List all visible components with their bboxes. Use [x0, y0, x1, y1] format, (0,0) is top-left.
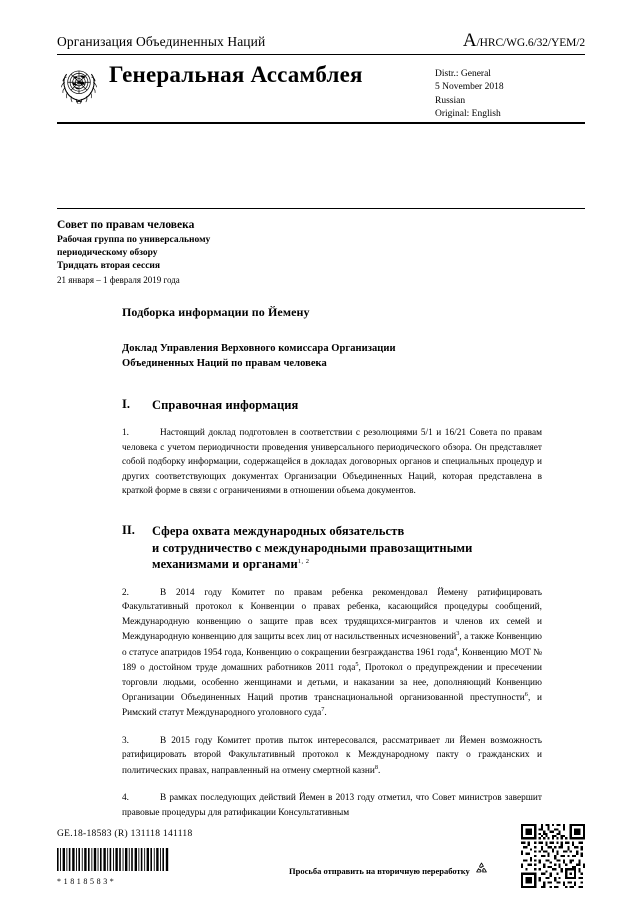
paragraph-3-number: 3. — [122, 735, 129, 746]
document-symbol-prefix: A — [462, 30, 477, 51]
distribution-original: Original: English — [435, 109, 501, 120]
organization-name: Организация Объединенных Наций — [57, 34, 266, 49]
job-number: GE.18-18583 (R) 131118 141118 — [57, 829, 193, 839]
paragraph-1 — [122, 426, 542, 498]
section-2-title-line2: и сотрудничество с международными правозащитными — [152, 540, 473, 555]
section-2-number: II. — [122, 523, 135, 538]
document-symbol — [463, 30, 585, 52]
paragraph-2-text-part4: , Протокол о предупреждении и пресечении торговли людьми, особенно женщинами и детьми, и наказании за нее, дополняющий Конвенцию Организации Объединенных Наций против транснациональной организованной преступности — [122, 663, 542, 704]
barcode — [57, 848, 169, 886]
distribution-type: Distr.: General — [435, 69, 491, 79]
session-dates: 21 января – 1 февраля 2019 года — [57, 275, 180, 286]
recycle-note-text: Просьба отправить на вторичную переработку — [289, 866, 470, 876]
qr-code — [521, 824, 585, 888]
section-2-title-line3: механизмами и органами — [152, 557, 298, 572]
paragraph-1-number: 1. — [122, 428, 129, 439]
section-2-title-line1: Сфера охвата международных обязательств — [152, 524, 405, 539]
general-assembly-title: Генеральная Ассамблея — [109, 62, 363, 87]
paragraph-2-text-part1: В 2014 году Комитет по правам ребенка рекомендовал Йемену ратифицировать Факультативный протокол к Конвенции о правах ребенка, касающийся процедуры сообщений, Международную конвенцию о защите прав всех трудящихся-мигрантов и членов их семей и Международную конвенцию для защиты всех лиц от насильственных исчезновений — [122, 587, 542, 643]
paragraph-2-text-part3: , Конвенцию МОТ № 189 о достойном труде домашних работников 2011 года — [122, 647, 542, 674]
paragraph-3-text-part1: В 2015 году Комитет против пыток интересовался, рассматривает ли Йемен возможность ратифицировать второй Факультативный протокол к Международному пакту о гражданских и политических правах, направленный на отмену смертной казни — [122, 735, 542, 776]
section-heading-1 — [122, 397, 542, 414]
masthead-bottom-row — [57, 55, 585, 122]
masthead-top-row — [57, 30, 585, 54]
paragraph-2-footnote-3: 3 — [456, 630, 460, 638]
paragraph-2-text-part2: , а также Конвенцию о статусе апатридов 1954 года, Конвенцию о сокращении безгражданства 1961 года — [122, 632, 542, 658]
paragraph-4 — [122, 791, 542, 820]
paragraph-3 — [122, 734, 542, 778]
paragraph-4-text: В рамках последующих действий Йемен в 2013 году отметил, что Совет министров завершит правовые процедуры для ратификации Консультативным — [122, 793, 542, 818]
recycle-icon — [474, 861, 489, 881]
paragraph-2-number: 2. — [122, 587, 129, 598]
section-2-footnote-markers: 1, 2 — [297, 558, 310, 566]
document-subtitle-line2: Объединенных Наций по правам человека — [122, 357, 327, 369]
paragraph-4-number: 4. — [122, 793, 129, 804]
session-number: Тридцать вторая сессия — [57, 261, 161, 272]
paragraph-2-footnote-7: 7 — [321, 706, 325, 714]
paragraph-1-text: Настоящий доклад подготовлен в соответствии с резолюциями 5/1 и 16/21 Совета по правам человека с учетом периодичности проведения универсального периодического обзора. Он представляет собой подборку информации, содержащейся в докладах договорных органов и специальных процедур и других соответствующих документах Организации Объединенных Наций, которая представлена в краткой форме в связи с ограничениями в отношении объема документов. — [122, 428, 542, 496]
un-emblem — [57, 64, 101, 104]
section-heading-2 — [122, 523, 542, 573]
section-1-number: I. — [122, 396, 130, 411]
barcode-text: *1818583* — [57, 877, 117, 886]
masthead — [57, 30, 585, 124]
paragraph-2-footnote-4: 4 — [454, 645, 458, 653]
paragraph-2 — [122, 586, 542, 721]
distribution-language: Russian — [435, 95, 466, 106]
paragraph-2-text-part5: , и Римский статут Международного уголовного суда — [122, 693, 542, 719]
document-body — [122, 305, 542, 820]
document-subtitle-line1: Доклад Управления Верховного комиссара Организации — [122, 343, 396, 354]
paragraph-3-footnote-8: 8 — [374, 763, 378, 771]
document-symbol-rest: /HRC/WG.6/32/YEM/2 — [476, 37, 585, 49]
recycle-note — [289, 861, 489, 881]
paragraph-2-footnote-6: 6 — [524, 690, 528, 698]
masthead-rule-thick — [57, 122, 585, 124]
session-block — [57, 218, 387, 287]
paragraph-2-footnote-5: 5 — [355, 661, 359, 669]
working-group-label-line1: Рабочая группа по универсальному — [57, 234, 211, 245]
distribution-date: 5 November 2018 — [435, 82, 504, 93]
document-subtitle — [122, 342, 542, 372]
distribution-block — [429, 68, 585, 122]
working-group-label-line2: периодическому обзору — [57, 247, 158, 258]
section-1-title: Справочная информация — [152, 397, 299, 412]
section-2-title — [152, 523, 542, 573]
paragraph-3-text-part2: . — [377, 765, 381, 776]
human-rights-council-label: Совет по правам человека — [57, 219, 195, 231]
paragraph-2-text-part6: . — [324, 708, 327, 719]
body-separator-rule — [57, 208, 585, 209]
page-title: Подборка информации по Йемену — [122, 305, 310, 319]
